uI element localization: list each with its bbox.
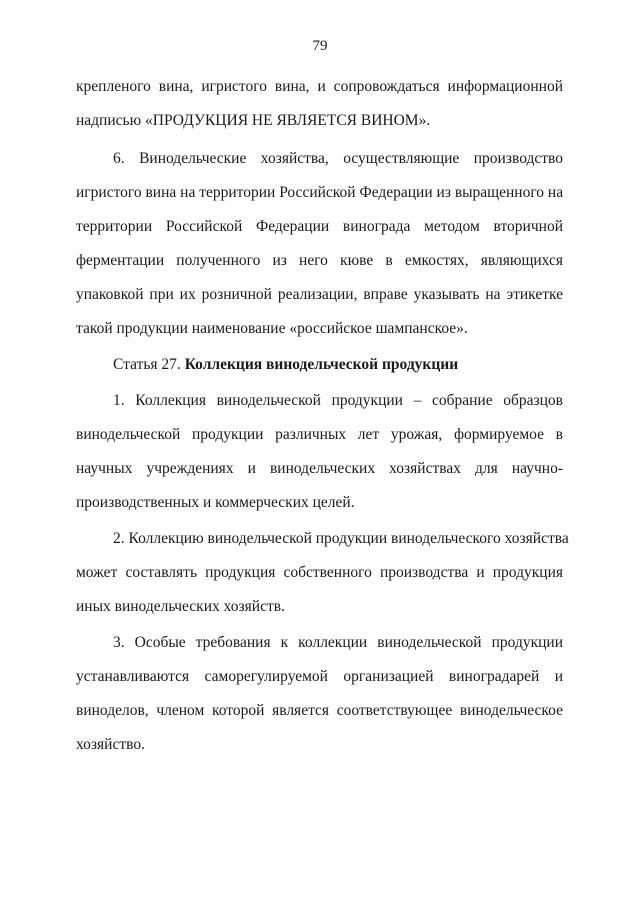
text-line: такой продукции наименование «российское шампанское». [76, 320, 468, 337]
paragraph-3-start: 3. Особые требования к коллекции винодельческой продукции [113, 634, 563, 651]
text-line: производственных и коммерческих целей. [76, 494, 355, 511]
text-line: игристого вина на территории Российской Федерации из выращенного на [76, 184, 564, 201]
text-line: иных винодельческих хозяйств. [76, 598, 285, 615]
paragraph-2-start: 2. Коллекцию винодельческой продукции винодельческого хозяйства [113, 530, 569, 547]
paragraph-1-start: 1. Коллекция винодельческой продукции – собрание образцов [113, 392, 563, 409]
text-line: винодельческой продукции различных лет урожая, формируемое в [76, 426, 563, 443]
text-line: территории Российской Федерации винограда методом вторичной [76, 218, 563, 235]
article-number: Статья 27. [113, 356, 185, 373]
text-line: надписью «ПРОДУКЦИЯ НЕ ЯВЛЯЕТСЯ ВИНОМ». [76, 112, 431, 129]
text-line: упаковкой при их розничной реализации, вправе указывать на этикетке [76, 286, 563, 303]
text-line: ферментации полученного из него кюве в емкостях, являющихся [76, 252, 563, 269]
paragraph-6-start: 6. Винодельческие хозяйства, осуществляющие производство [113, 150, 563, 167]
page-number: 79 [312, 38, 328, 54]
text-line: научных учреждениях и винодельческих хозяйствах для научно- [76, 460, 563, 477]
article-heading [113, 355, 563, 375]
text-line: виноделов, членом которой является соответствующее винодельческое [76, 702, 563, 719]
text-line: хозяйство. [76, 736, 145, 753]
article-title: Коллекция винодельческой продукции [184, 356, 459, 373]
text-line: устанавливаются саморегулируемой организацией виноградарей и [76, 668, 563, 685]
text-line: крепленого вина, игристого вина, и сопровождаться информационной [76, 78, 563, 95]
text-line: может составлять продукция собственного производства и продукция [76, 564, 563, 581]
